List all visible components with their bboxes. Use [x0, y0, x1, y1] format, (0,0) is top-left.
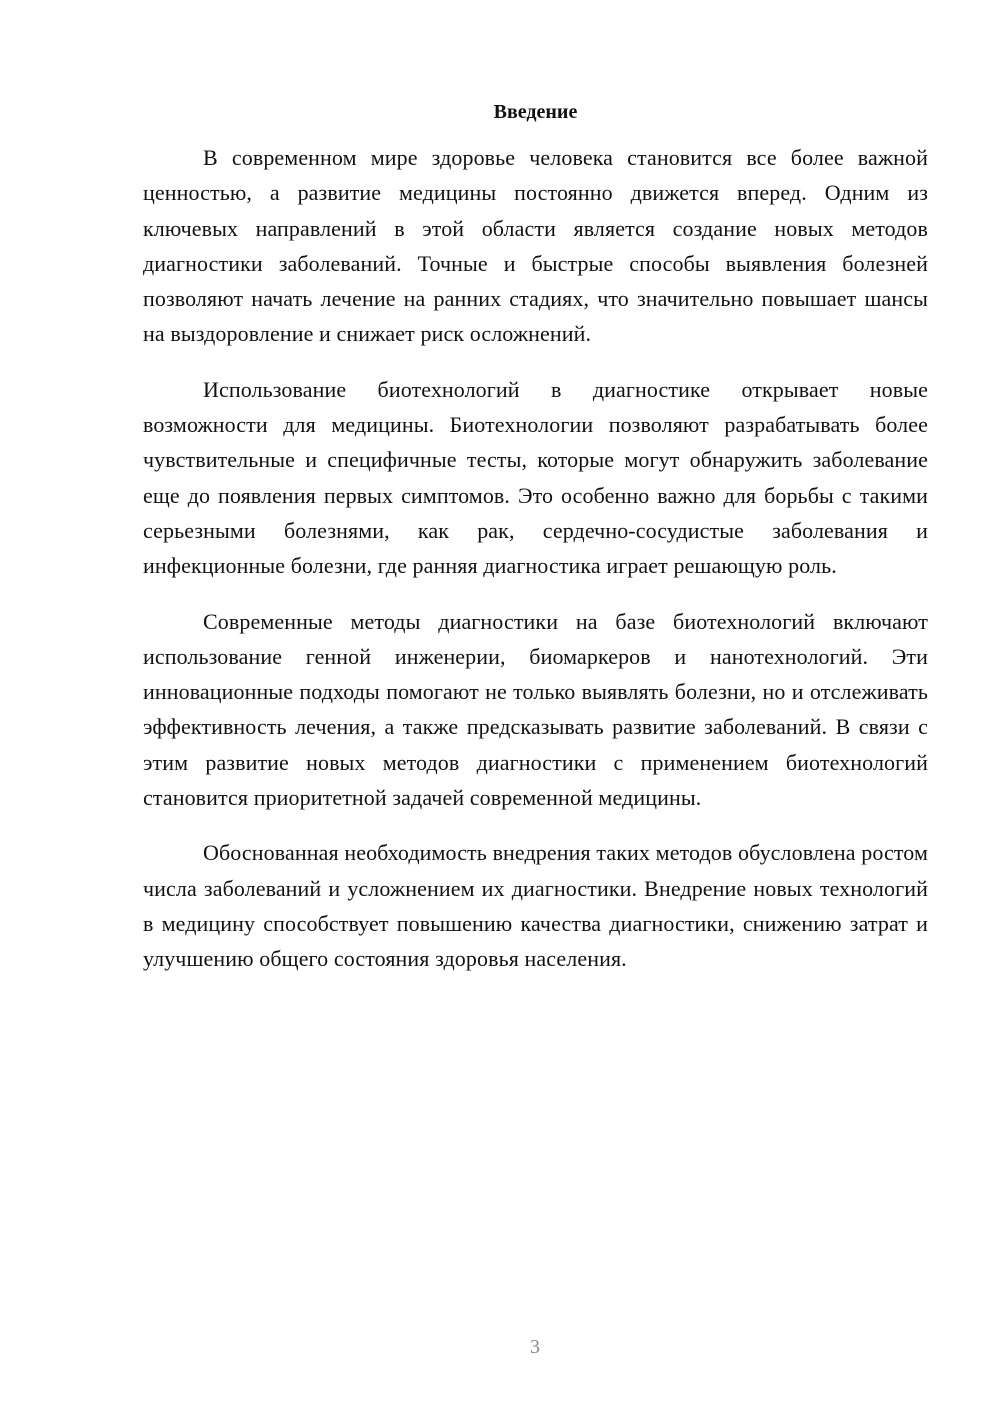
paragraph-2: Использование биотехнологий в диагностике открывает новые возможности для медицины. Биотехнологии позволяют разрабатывать более чувствительные и специфичные тесты, которые могут обнаружить заболевание еще до появления первых симптомов. Это особенно важно для борьбы с такими серьезными болезнями, как рак, сердечно-сосудистые заболевания и инфекционные болезни, где ранняя диагностика играет решающую роль. — [143, 376, 928, 579]
paragraph-4: Обоснованная необходимость внедрения таких методов обусловлена ростом числа заболеваний и усложнением их диагностики. Внедрение новых технологий в медицину способствует повышению качества диагностики, снижению затрат и улучшению общего состояния здоровья населения. — [143, 840, 928, 972]
page-number: 3 — [530, 1336, 540, 1358]
paragraph-1: В современном мире здоровье человека становится все более важной ценностью, а развитие медицины постоянно движется вперед. Одним из ключевых направлений в этой области является создание новых методов диагностики заболеваний. Точные и быстрые способы выявления болезней позволяют начать лечение на ранних стадиях, что значительно повышает шансы на выздоровление и снижает риск осложнений. — [143, 145, 928, 347]
page-content — [143, 96, 928, 997]
section-heading: Введение — [493, 101, 578, 123]
paragraph-3: Современные методы диагностики на базе биотехнологий включают использование генной инженерии, биомаркеров и нанотехнологий. Эти инновационные подходы помогают не только выявлять болезни, но и отслеживать эффективность лечения, а также предсказывать развитие заболеваний. В связи с этим развитие новых методов диагностики с применением биотехнологий становится приоритетной задачей современной медицины. — [143, 608, 928, 811]
